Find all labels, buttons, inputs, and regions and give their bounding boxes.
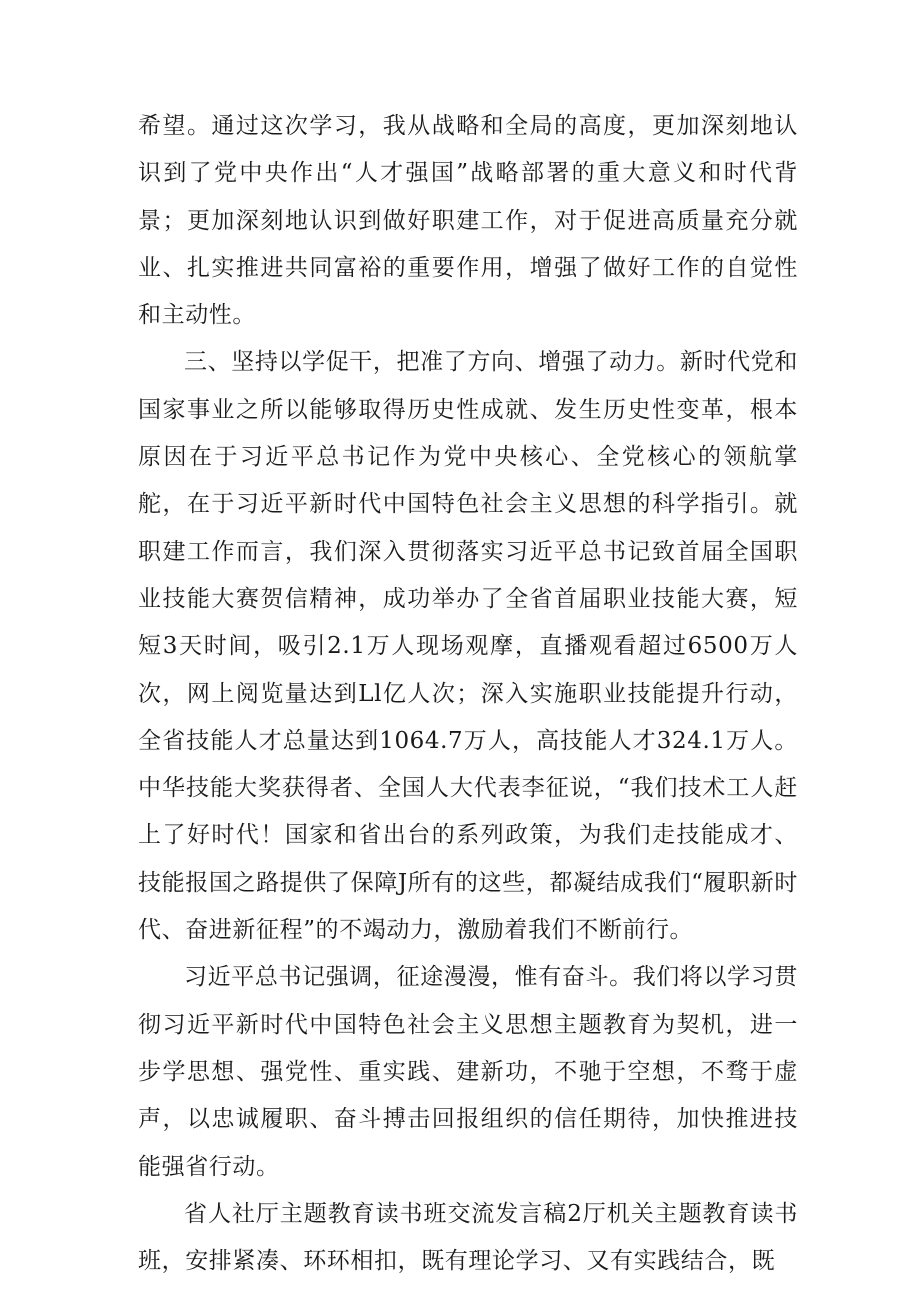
paragraph-section-three: 三、坚持以学促干，把准了方向、增强了动力。新时代党和国家事业之所以能够取得历史性成就、发生历史性变革，根本原因在于习近平总书记作为党中央核心、全党核心的领航掌舵，在于习近平新时代中国特色社会主义思想的科学指引。就职建工作而言，我们深入贯彻落实习近平总书记致首届全国职业技能大赛贺信精神，成功举办了全省首届职业技能大赛，短短3天时间，吸引2.1万人现场观摩，直播观看超过6500万人次，网上阅览量达到Ll亿人次；深入实施职业技能提升行动，全省技能人才总量达到1064.7万人，高技能人才324.1万人。中华技能大奖获得者、全国人大代表李征说，“我们技术工人赶上了好时代！国家和省出台的系列政策，为我们走技能成才、技能报国之路提供了保障J所有的这些，都凝结成我们“履职新时代、奋进新征程”的不竭动力，激励着我们不断前行。 — [138, 349, 798, 944]
paragraph-next-article: 省人社厅主题教育读书班交流发言稿2厅机关主题教育读书班，安排紧凑、环环相扣，既有理论学习、又有实践结合，既 — [138, 1200, 798, 1275]
paragraph-conclusion: 习近平总书记强调，征途漫漫，惟有奋斗。我们将以学习贯彻习近平新时代中国特色社会主义思想主题教育为契机，进一步学思想、强党性、重实践、建新功，不驰于空想，不骛于虚声，以忠诚履职、奋斗搏击回报组织的信任期待，加快推进技能强省行动。 — [138, 964, 798, 1180]
paragraph-continuation: 希望。通过这次学习，我从战略和全局的高度，更加深刻地认识到了党中央作出“人才强国”战略部署的重大意义和时代背景；更加深刻地认识到做好职建工作，对于促进高质量充分就业、扎实推进共同富裕的重要作用，增强了做好工作的自觉性和主动性。 — [138, 113, 798, 329]
document-body — [138, 103, 798, 1285]
